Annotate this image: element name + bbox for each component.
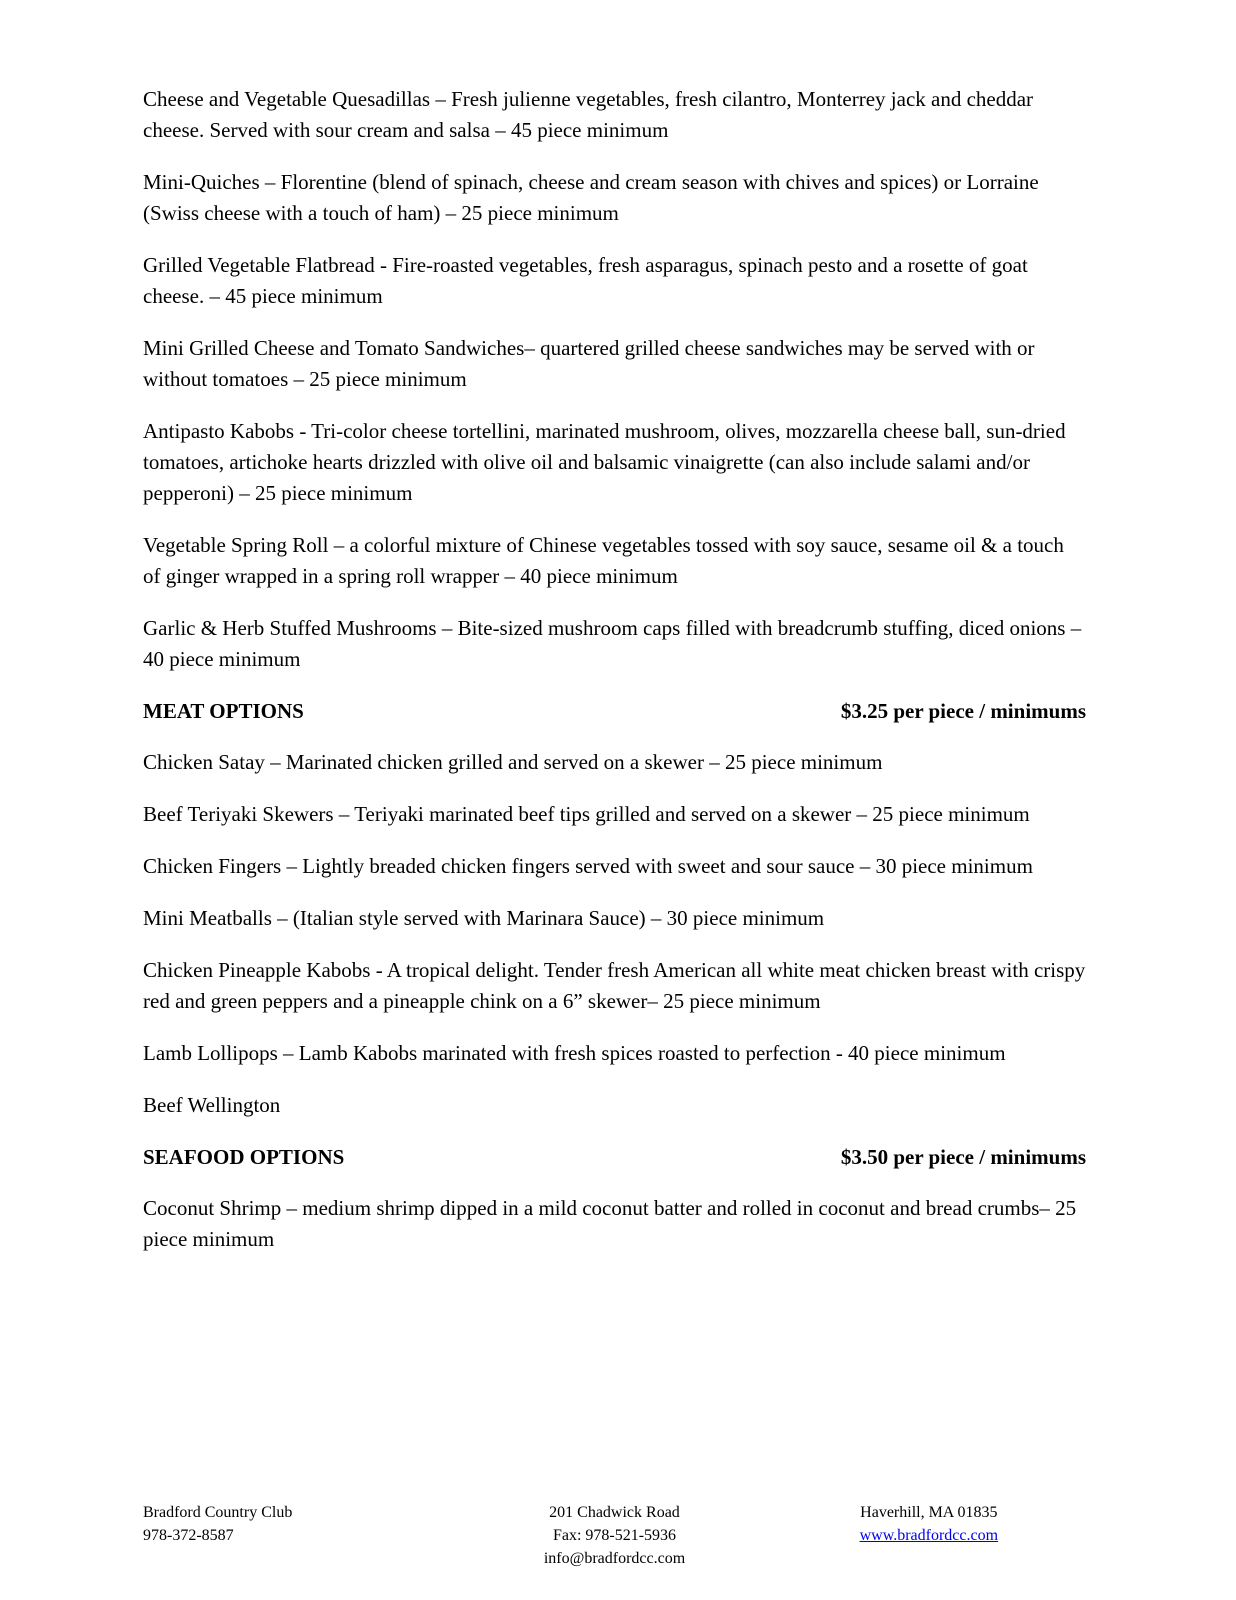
footer-center-column bbox=[457, 1501, 771, 1570]
menu-item-beef-teriyaki-skewers: Beef Teriyaki Skewers – Teriyaki marinated beef tips grilled and served on a skewer – 25 piece minimum bbox=[143, 802, 1030, 826]
menu-item-mini-meatballs: Mini Meatballs – (Italian style served with Marinara Sauce) – 30 piece minimum bbox=[143, 906, 825, 930]
section-heading-seafood-options bbox=[143, 1142, 1086, 1173]
footer-email-address: info@bradfordcc.com bbox=[543, 1550, 686, 1567]
menu-item-chicken-fingers: Chicken Fingers – Lightly breaded chicken fingers served with sweet and sour sauce – 30 piece minimum bbox=[143, 854, 1033, 878]
meat-options-title: MEAT OPTIONS bbox=[143, 699, 304, 723]
page-footer bbox=[143, 1501, 1086, 1570]
footer-right-column bbox=[772, 1501, 1086, 1570]
menu-item-chicken-pineapple-kabobs: Chicken Pineapple Kabobs - A tropical delight. Tender fresh American all white meat chicken breast with crispy red and green peppers and a pineapple chink on a 6” skewer– 25 piece minimum bbox=[143, 958, 1086, 1013]
menu-item-antipasto-kabobs: Antipasto Kabobs - Tri-color cheese tortellini, marinated mushroom, olives, mozzarella cheese ball, sun-dried tomatoes, artichoke hearts drizzled with olive oil and balsamic vinaigrette (can also include salami and/or pepperoni) – 25 piece minimum bbox=[143, 419, 1066, 505]
menu-item-lamb-lollipops: Lamb Lollipops – Lamb Kabobs marinated with fresh spices roasted to perfection - 40 piece minimum bbox=[143, 1041, 1006, 1065]
website-link[interactable]: www.bradfordcc.com bbox=[859, 1527, 999, 1544]
footer-street-address: 201 Chadwick Road bbox=[549, 1504, 680, 1521]
menu-content bbox=[143, 84, 1086, 1477]
menu-item-beef-wellington: Beef Wellington bbox=[143, 1093, 281, 1117]
menu-item-cheese-vegetable-quesadillas: Cheese and Vegetable Quesadillas – Fresh julienne vegetables, fresh cilantro, Monterrey jack and cheddar cheese. Served with sour cream and salsa – 45 piece minimum bbox=[143, 87, 1034, 142]
menu-item-chicken-satay: Chicken Satay – Marinated chicken grilled and served on a skewer – 25 piece minimum bbox=[143, 750, 883, 774]
footer-company-name: Bradford Country Club bbox=[143, 1504, 293, 1521]
footer-phone-number: 978-372-8587 bbox=[143, 1527, 234, 1544]
menu-item-coconut-shrimp: Coconut Shrimp – medium shrimp dipped in a mild coconut batter and rolled in coconut and bread crumbs– 25 piece minimum bbox=[143, 1196, 1077, 1251]
meat-options-price: $3.25 per piece / minimums bbox=[840, 699, 1086, 723]
section-heading-meat-options bbox=[143, 696, 1086, 727]
seafood-options-title: SEAFOOD OPTIONS bbox=[143, 1145, 345, 1169]
menu-item-mini-grilled-cheese: Mini Grilled Cheese and Tomato Sandwiches– quartered grilled cheese sandwiches may be served with or without tomatoes – 25 piece minimum bbox=[143, 336, 1035, 391]
footer-fax-number: Fax: 978-521-5936 bbox=[552, 1527, 677, 1544]
seafood-options-price: $3.50 per piece / minimums bbox=[840, 1145, 1086, 1169]
menu-item-vegetable-spring-roll: Vegetable Spring Roll – a colorful mixture of Chinese vegetables tossed with soy sauce, sesame oil & a touch of ginger wrapped in a spring roll wrapper – 40 piece minimum bbox=[143, 533, 1064, 588]
footer-city-state-zip: Haverhill, MA 01835 bbox=[860, 1504, 998, 1521]
menu-item-grilled-vegetable-flatbread: Grilled Vegetable Flatbread - Fire-roasted vegetables, fresh asparagus, spinach pesto and a rosette of goat cheese. – 45 piece minimum bbox=[143, 253, 1028, 308]
menu-item-mini-quiches: Mini-Quiches – Florentine (blend of spinach, cheese and cream season with chives and spices) or Lorraine (Swiss cheese with a touch of ham) – 25 piece minimum bbox=[143, 170, 1039, 225]
menu-item-garlic-herb-stuffed-mushrooms: Garlic & Herb Stuffed Mushrooms – Bite-sized mushroom caps filled with breadcrumb stuffing, diced onions – 40 piece minimum bbox=[143, 616, 1082, 671]
footer-left-column bbox=[143, 1501, 457, 1570]
